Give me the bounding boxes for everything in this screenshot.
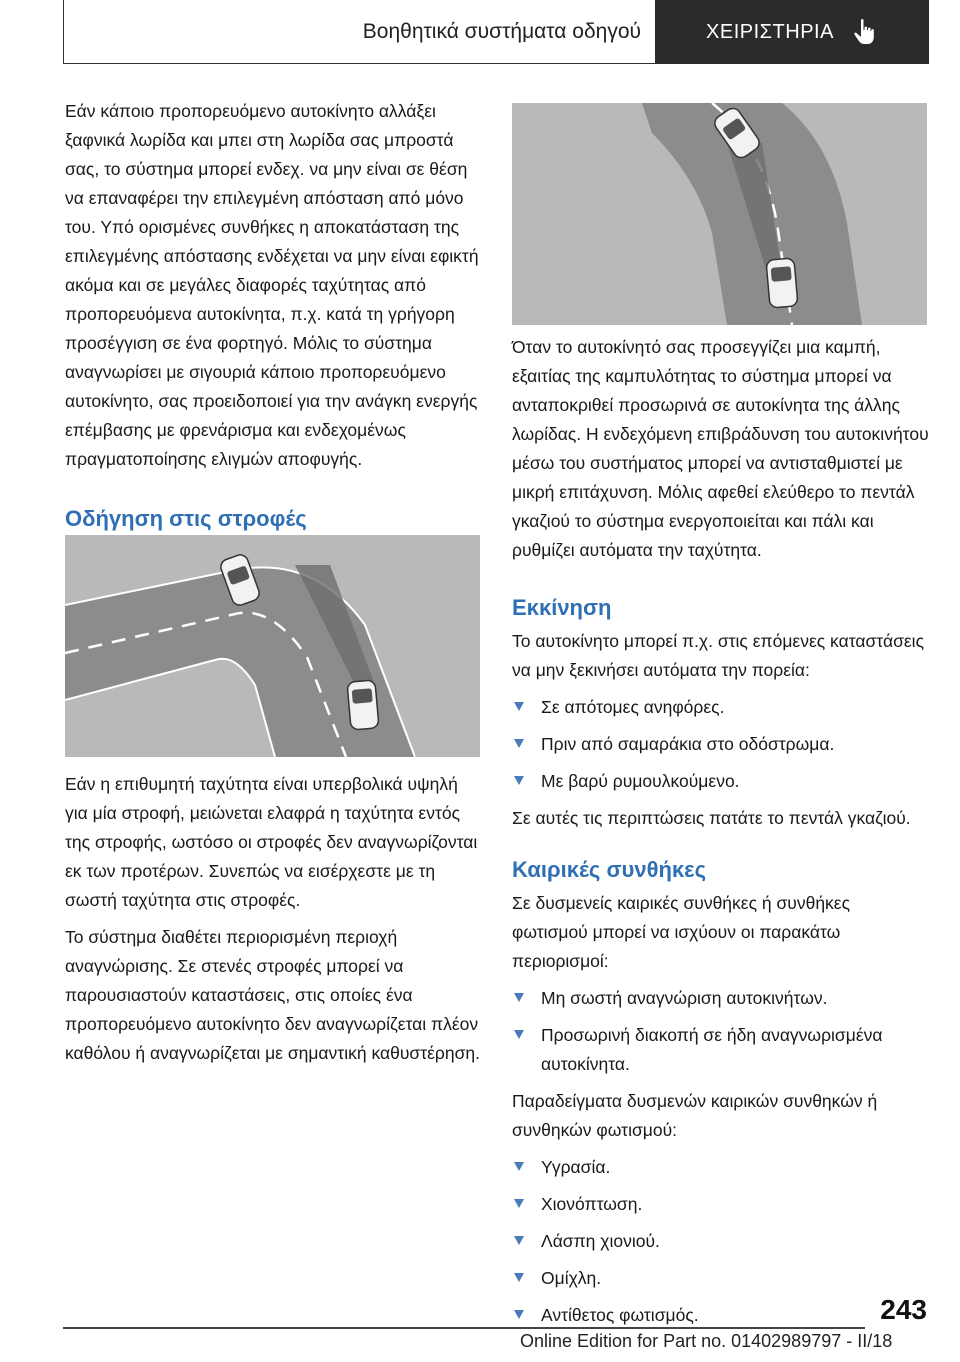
bullet-triangle-icon [514,1162,524,1171]
bullet-triangle-icon [514,1310,524,1319]
list-item: Με βαρύ ρυμουλκούμενο. [512,767,930,796]
start-list [512,693,930,796]
bullet-triangle-icon [514,739,524,748]
bullet-triangle-icon [514,702,524,711]
curve-illustration-right [512,103,927,325]
examples-list [512,1153,930,1330]
start-outro: Σε αυτές τις περιπτώσεις πατάτε το πεντάλ γκαζιού. [512,808,911,828]
curves-paragraph-1: Εάν η επιθυμητή ταχύτητα είναι υπερβολικά υψηλή για μία στροφή, μειώνεται ελαφρά η ταχύτητα εντός της στροφής, ωστόσο οι στροφές δεν αναγνωρίζονται εκ των προτέρων. Συνεπώς να εισέρχεστε με τη σωστή ταχύτητα στις στροφές. [65,774,478,910]
page-number: 243 [880,1294,927,1325]
left-column-bottom [65,770,483,1076]
hand-pointer-icon [852,18,878,46]
bullet-triangle-icon [514,1030,524,1039]
chapter-tab[interactable] [655,0,929,64]
bullet-triangle-icon [514,1199,524,1208]
curves-paragraph-2: Το σύστημα διαθέτει περιορισμένη περιοχή αναγνώρισης. Σε στενές στροφές μπορεί να παρουσιαστούν καταστάσεις, στις οποίες ένα προπορευόμενο αυτοκίνητο δεν αναγνωρίζεται πλέον καθόλου ή αναγνωρίζεται με σημαντική καθυστέρηση. [65,927,481,1063]
curve-paragraph: Όταν το αυτοκίνητό σας προσεγγίζει μια καμπή, εξαιτίας της καμπυλότητας το σύστημα μπορεί να ανταποκριθεί προσωρινά σε αυτοκίνητα της άλλης λωρίδας. Η ενδεχόμενη επιβράδυνση του αυτοκινήτου μέσω του συστήματος μπορεί να αντισταθμιστεί με μικρή επιτάχυνση. Μόλις αφεθεί ελεύθερο το πεντάλ γκαζιού το σύστημα ενεργοποιείται και πάλι και ρυθμίζει αυτόματα την ταχύτητα. [512,337,929,560]
list-item: Μη σωστή αναγνώριση αυτοκινήτων. [512,984,930,1013]
list-item: Υγρασία. [512,1153,930,1182]
intro-paragraph: Εάν κάποιο προπορευόμενο αυτοκίνητο αλλάξει ξαφνικά λωρίδα και μπει στη λωρίδα σας μπροστά σας, το σύστημα μπορεί ενδεχ. να μην είναι σε θέση να επαναφέρει την επιλεγμένη απόσταση από μόνο του. Υπό ορισμένες συνθήκες η αποκατάσταση της επιλεγμένης απόστασης ενδέχεται να μην είναι εφικτή ακόμα και σε μεγάλες διαφορές ταχύτητας από προπορευόμενα αυτοκίνητα, π.χ. κατά τη γρήγορη προσέγγιση σε ένα φορτηγό. Μόλις το σύστημα αναγνωρίσει με σιγουριά κάποιο προπορευόμενο αυτοκίνητο, σας προειδοποιεί για την ανάγκη ενεργής επέμβασης με φρενάρισμα και ενδεχομένως πραγματοποίησης ελιγμών αποφυγής. [65,101,479,469]
footer-edition: Online Edition for Part no. 01402989797 - II/18 [520,1331,893,1351]
own-car [347,680,379,730]
start-intro: Το αυτοκίνητο μπορεί π.χ. στις επόμενες καταστάσεις να μην ξεκινήσει αυτόματα την πορεία: [512,631,925,680]
weather-intro: Σε δυσμενείς καιρικές συνθήκες ή συνθήκες φωτισμού μπορεί να ισχύουν οι παρακάτω περιορισμοί: [512,893,851,971]
heading-weather: Καιρικές συνθήκες [512,857,707,882]
list-item: Ομίχλη. [512,1264,930,1293]
left-column-top [65,97,483,556]
list-item: Λάσπη χιονιού. [512,1227,930,1256]
list-item: Προσωρινή διακοπή σε ήδη αναγνωρισμένα αυτοκίνητα. [512,1021,930,1079]
list-item: Χιονόπτωση. [512,1190,930,1219]
list-item: Πριν από σαμαράκια στο οδόστρωμα. [512,730,930,759]
bullet-triangle-icon [514,993,524,1002]
chapter-tab-label: ΧΕΙΡΙΣΤΗΡΙΑ [706,20,834,43]
heading-curves: Οδήγηση στις στροφές [65,506,307,531]
examples-intro: Παραδείγματα δυσμενών καιρικών συνθηκών ή συνθηκών φωτισμού: [512,1091,878,1140]
footer-divider [63,1327,865,1329]
weather-list [512,984,930,1079]
bullet-triangle-icon [514,1273,524,1282]
bullet-triangle-icon [514,1236,524,1245]
heading-start: Εκκίνηση [512,595,612,620]
own-car-right [766,258,798,308]
right-column [512,333,930,1338]
bullet-triangle-icon [514,776,524,785]
list-item: Σε απότομες ανηφόρες. [512,693,930,722]
curve-illustration [65,535,480,757]
section-title: Βοηθητικά συστήματα οδηγού [362,20,641,43]
list-item: Αντίθετος φωτισμός. [512,1301,930,1330]
curve-diagram-left [65,535,480,757]
curve-diagram-right [512,103,927,325]
